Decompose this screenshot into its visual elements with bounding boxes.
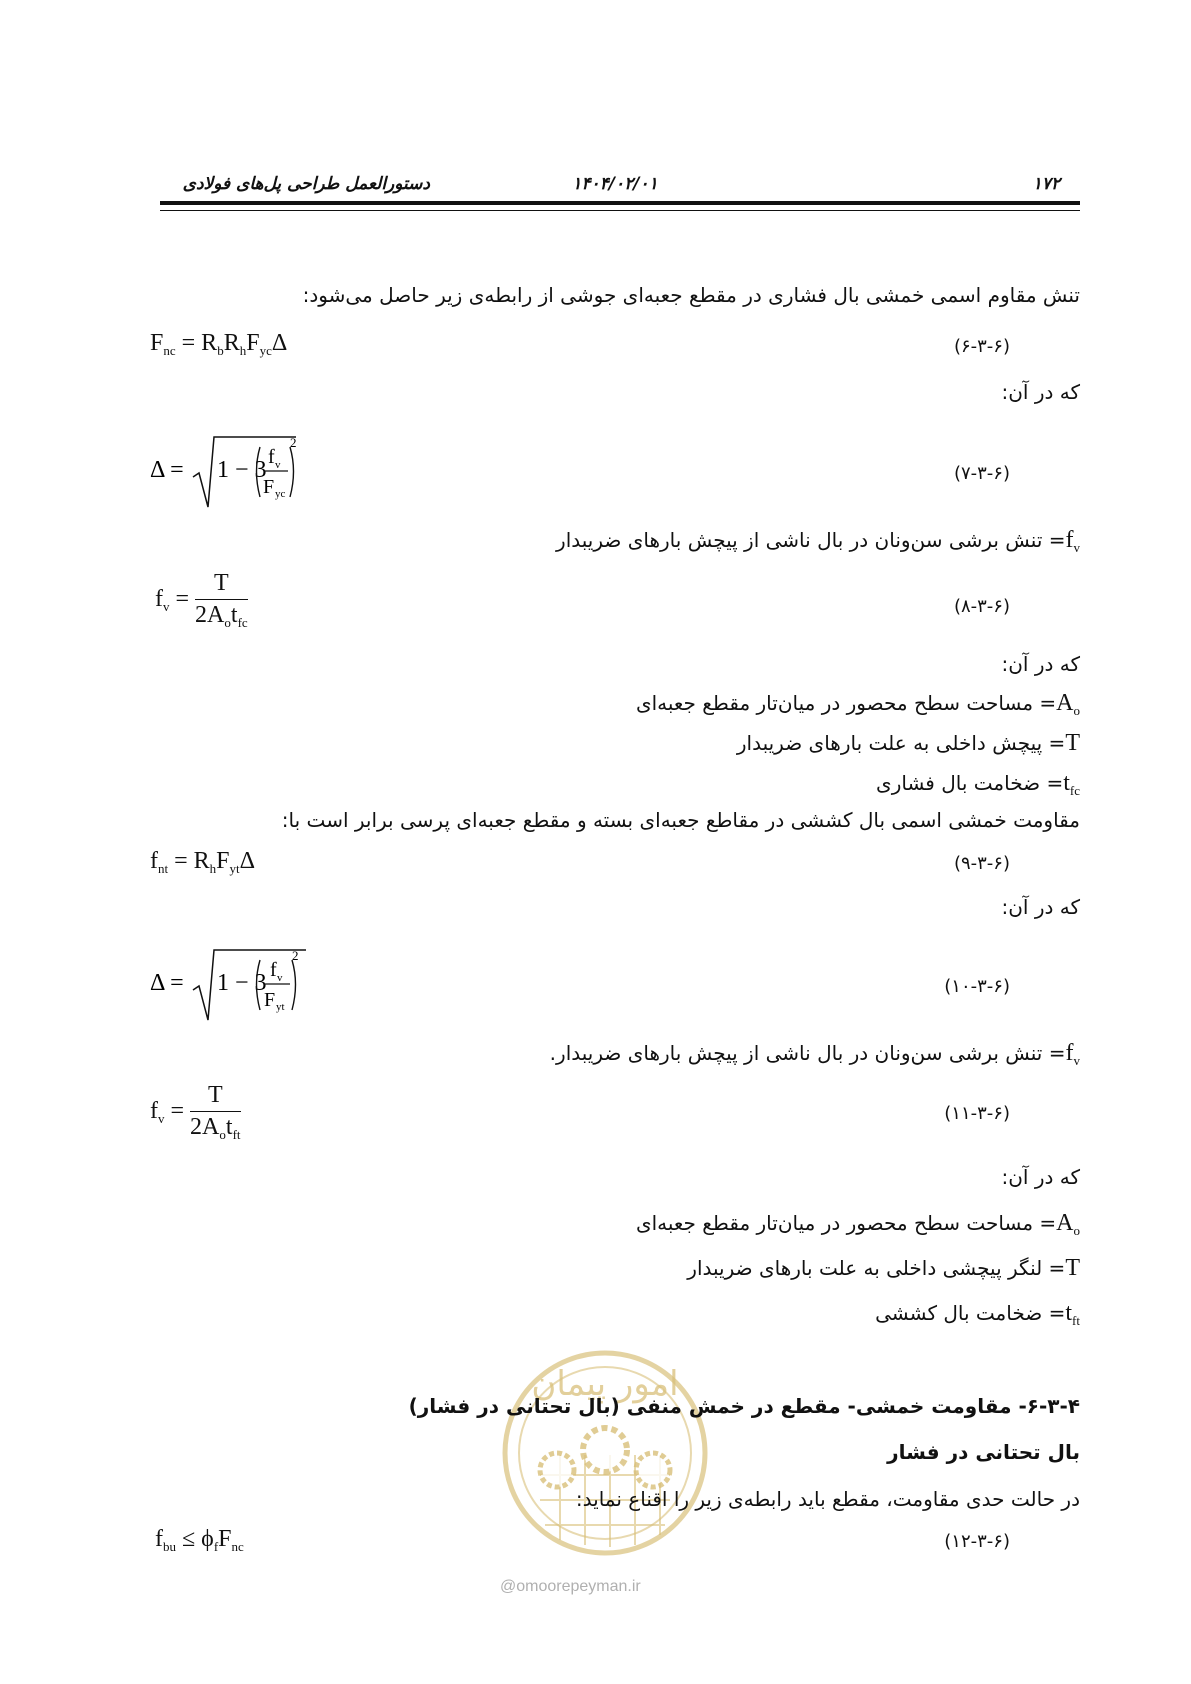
svg-text:F: F: [263, 476, 275, 498]
symbol-ao: $A_o$: [1056, 1210, 1080, 1238]
paragraph-strength-limit: در حالت حدی مقاومت، مقطع باید رابطه‌ی زیر را اقناع نماید:: [575, 1487, 1080, 1511]
equation-number: (۱۱-۳-۶): [944, 1103, 1010, 1124]
definition-text: = مساحت سطح محصور در میان‌تار مقطع جعبه‌ای: [635, 1211, 1057, 1235]
symbol-t: T: [1065, 730, 1080, 756]
definition-text: = پیچش داخلی به علت بارهای ضریبدار: [736, 731, 1066, 755]
equation-number: (۱۲-۳-۶): [944, 1531, 1010, 1552]
svg-text:1 − 3: 1 − 3: [217, 457, 267, 483]
symbol-fv: $f_v$: [1065, 527, 1080, 555]
header-rule-thin: [160, 210, 1080, 211]
definition-ao: [560, 690, 1080, 719]
svg-text:2: 2: [292, 948, 299, 963]
svg-text:yt: yt: [276, 1001, 285, 1013]
equation-delta-tension: [150, 938, 310, 1032]
sqrt-formula-graphic: [150, 425, 300, 515]
definition-t: [560, 1255, 1080, 1282]
fraction: $\frac{T}{2A_ot_{ft}}$: [190, 1082, 241, 1142]
sqrt-formula-graphic: [150, 938, 310, 1028]
watermark-url: @omoorepeyman.ir: [500, 1578, 641, 1595]
definition-text: = مساحت سطح محصور در میان‌تار مقطع جعبه‌ای: [635, 691, 1057, 715]
svg-text:F: F: [264, 989, 276, 1011]
equation-fnt: $f_{nt} = R_hF_{yt}\Delta$: [150, 848, 256, 876]
equation-number: (۷-۳-۶): [953, 463, 1010, 484]
header-date: ۱۴۰۴/۰۲/۰۱: [572, 174, 658, 194]
svg-text:Δ =: Δ =: [150, 970, 184, 996]
header-title: دستورالعمل طراحی پل‌های فولادی: [182, 174, 430, 194]
svg-text:yc: yc: [275, 488, 286, 500]
svg-text:f: f: [268, 446, 275, 468]
equation-fbu: $f_{bu} \le \phi_fF_{nc}$: [155, 1526, 244, 1554]
svg-text:Δ =: Δ =: [150, 457, 184, 483]
equation-number: (۸-۳-۶): [953, 596, 1010, 617]
sub-heading: بال تحتانی در فشار: [887, 1440, 1080, 1464]
svg-text:1 − 3: 1 − 3: [217, 970, 267, 996]
svg-text:v: v: [275, 459, 281, 471]
where-label: که در آن:: [1001, 380, 1080, 404]
symbol-t: T: [1065, 1255, 1080, 1281]
watermark-seal-icon: [490, 1335, 720, 1575]
definition-ao: [560, 1210, 1080, 1239]
equation-fnc: $F_{nc} = R_bR_hF_{yc}\Delta$: [150, 330, 288, 358]
paragraph-compression-flange: تنش مقاوم اسمی خمشی بال فشاری در مقطع جعبه‌ای جوشی از رابطه‌ی زیر حاصل می‌شود:: [302, 283, 1080, 307]
svg-text:2: 2: [290, 435, 297, 450]
equation-number: (۱۰-۳-۶): [944, 976, 1010, 997]
svg-text:f: f: [270, 959, 277, 981]
definition-fv: [549, 1040, 1080, 1069]
definition-text: = تنش برشی سن‌ونان در بال ناشی از پیچش بارهای ضریبدار.: [549, 1041, 1066, 1065]
definition-tfc: [560, 770, 1080, 799]
page-number: ۱۷۲: [1032, 174, 1060, 194]
equation-fv-compression: $f_v$ = $\frac{T}{2A_ot_{fc}}$: [155, 570, 248, 630]
where-label: که در آن:: [1001, 1165, 1080, 1189]
definition-t: [560, 730, 1080, 757]
svg-text:v: v: [277, 972, 283, 984]
where-label: که در آن:: [1001, 652, 1080, 676]
watermark-logo: [490, 1335, 720, 1579]
equation-number: (۶-۳-۶): [953, 336, 1010, 357]
equation-number: (۹-۳-۶): [953, 853, 1010, 874]
watermark-logo-text: امور پیمان: [531, 1364, 679, 1404]
where-label: که در آن:: [1001, 895, 1080, 919]
section-heading: ۶-۳-۴- مقاومت خمشی- مقطع در خمش منفی (بال تحتانی در فشار): [408, 1394, 1080, 1418]
definition-fv: [556, 527, 1080, 556]
symbol-tft: $t_{ft}$: [1065, 1300, 1080, 1328]
header-rule-thick: [160, 201, 1080, 205]
equation-fv-tension: $f_v$ = $\frac{T}{2A_ot_{ft}}$: [150, 1082, 241, 1142]
equation-delta-compression: [150, 425, 300, 519]
definition-tft: [560, 1300, 1080, 1329]
definition-text: = ضخامت بال فشاری: [876, 771, 1064, 795]
paragraph-tension-flange: مقاومت خمشی اسمی بال کششی در مقاطع جعبه‌ای بسته و مقطع جعبه‌ای پرسی برابر است با:: [281, 808, 1080, 832]
definition-text: = تنش برشی سن‌ونان در بال ناشی از پیچش بارهای ضریبدار: [556, 528, 1066, 552]
definition-text: = لنگر پیچشی داخلی به علت بارهای ضریبدار: [687, 1256, 1066, 1280]
symbol-tfc: $t_{fc}$: [1063, 770, 1080, 798]
definition-text: = ضخامت بال کششی: [875, 1301, 1066, 1325]
symbol-fv: $f_v$: [1065, 1040, 1080, 1068]
symbol-ao: $A_o$: [1056, 690, 1080, 718]
fraction: $\frac{T}{2A_ot_{fc}}$: [195, 570, 248, 630]
